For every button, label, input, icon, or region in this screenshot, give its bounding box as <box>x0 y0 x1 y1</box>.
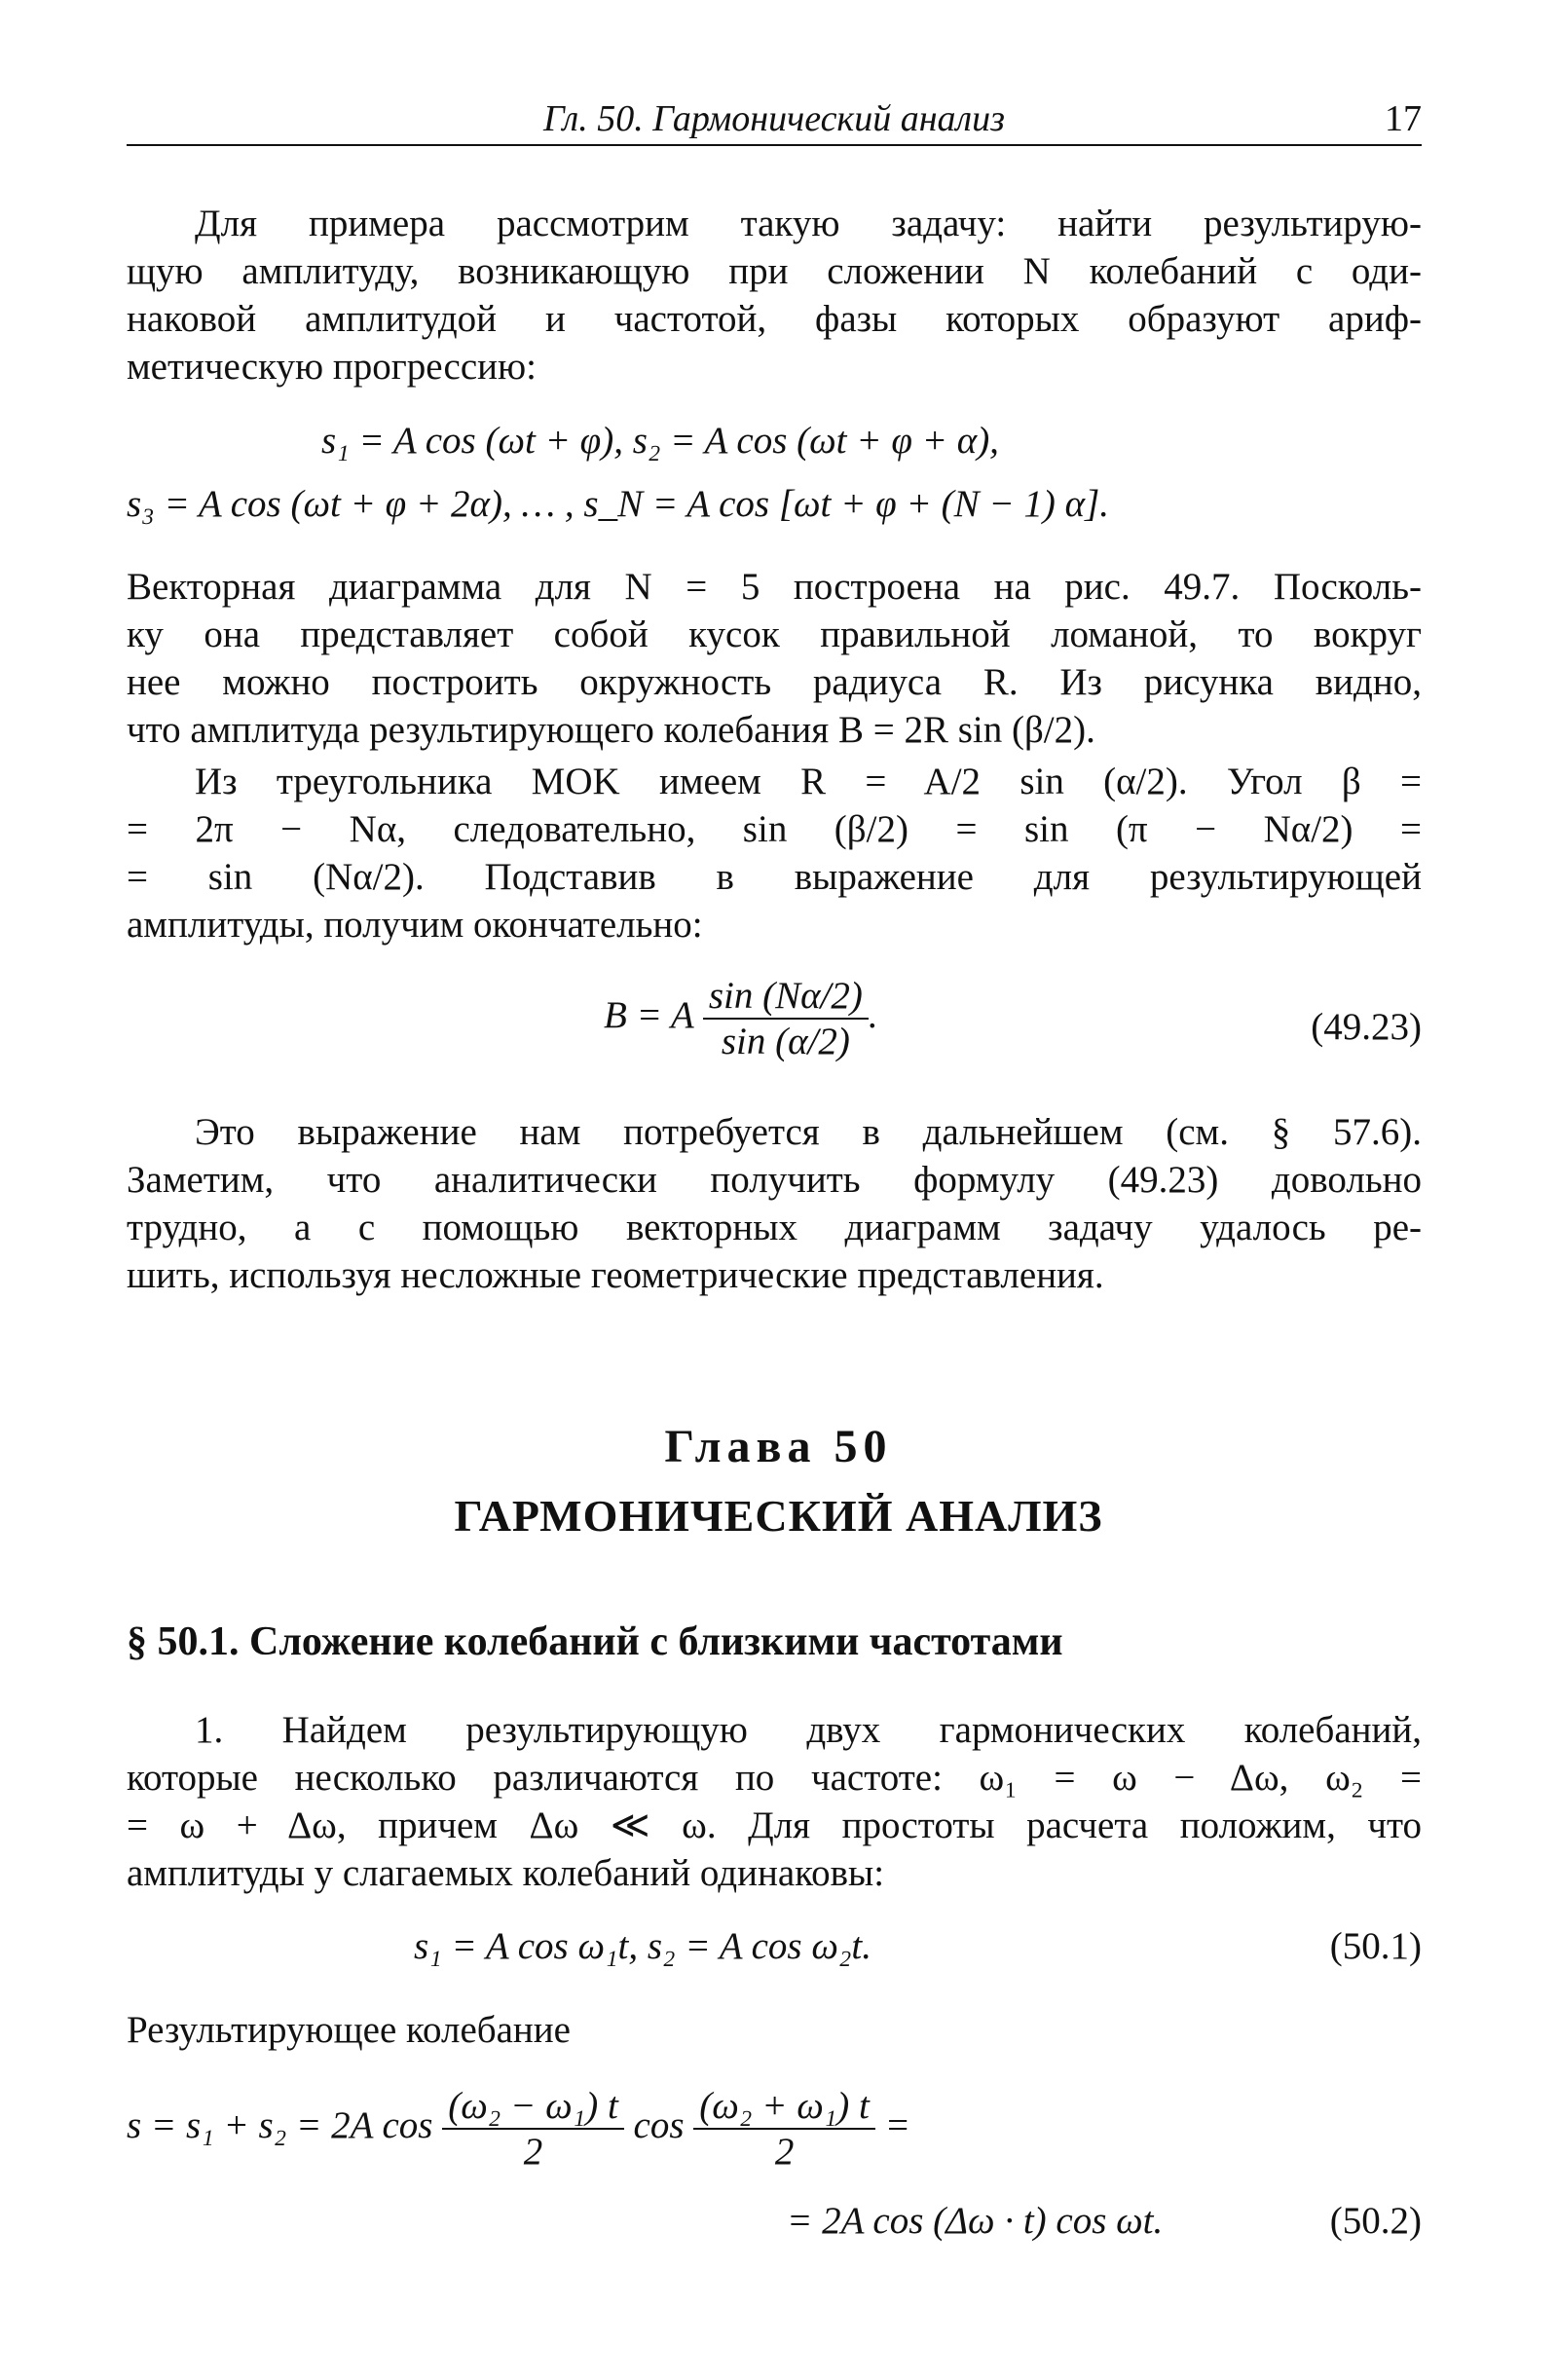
paragraph-remark <box>127 1108 1422 1299</box>
equation-tail: . <box>868 993 878 1036</box>
text-line: нее можно построить окружность радиуса R. Из рисунка видно, <box>127 661 1422 703</box>
page-number: 17 <box>1385 98 1422 139</box>
chapter-label: Глава 50 <box>664 1421 893 1472</box>
equation-series-line1: s₁ = A cos (ωt + φ), s₂ = A cos (ωt + φ + α), <box>321 420 999 462</box>
equation-number: (50.2) <box>1329 2200 1422 2242</box>
paragraph-triangle <box>127 758 1422 948</box>
text-line: Векторная диаграмма для N = 5 построена на рис. 49.7. Посколь- <box>127 566 1422 608</box>
fraction <box>703 974 869 1063</box>
text-line: Результирующее колебание <box>127 2009 571 2051</box>
equation-series-line2: s₃ = A cos (ωt + φ + 2α), … , s_N = A cos [ωt + φ + (N − 1) α]. <box>127 483 1110 525</box>
paragraph-intro <box>127 200 1422 390</box>
text-line: = sin (Nα/2). Подставив в выражение для результирующей <box>127 856 1422 898</box>
fraction <box>693 2084 875 2174</box>
text-line: трудно, а с помощью векторных диаграмм задачу удалось ре- <box>127 1207 1422 1248</box>
text-line: Это выражение нам потребуется в дальнейшем (см. § 57.6). <box>195 1111 1422 1153</box>
equation-number: (49.23) <box>1311 1006 1422 1048</box>
running-title: Гл. 50. Гармонический анализ <box>543 98 1005 139</box>
text-line: амплитуды у слагаемых колебаний одинаковы: <box>127 1852 885 1894</box>
text-line: = ω + Δω, причем Δω ≪ ω. Для простоты расчета положим, что <box>127 1804 1422 1846</box>
fraction-denominator: 2 <box>523 2131 543 2173</box>
text-line: = 2π − Nα, следовательно, sin (β/2) = sin (π − Nα/2) = <box>127 808 1422 850</box>
fraction-numerator: (ω₂ + ω₁) t <box>693 2084 875 2130</box>
equation-49-23 <box>604 974 878 1063</box>
text-line: Для примера рассмотрим такую задачу: найти результирую- <box>195 203 1422 244</box>
paragraph-beats <box>127 1706 1422 1897</box>
text-line: амплитуды, получим окончательно: <box>127 904 703 946</box>
text-line: которые несколько различаются по частоте: ω₁ = ω − Δω, ω₂ = <box>127 1757 1422 1799</box>
fraction-numerator: sin (Nα/2) <box>703 974 869 1020</box>
equation-lhs: B = A <box>604 993 694 1036</box>
chapter-title: ГАРМОНИЧЕСКИЙ АНАЛИЗ <box>454 1491 1103 1541</box>
fraction-numerator: (ω₂ − ω₁) t <box>442 2084 624 2130</box>
equation-number: (50.1) <box>1329 1925 1422 1967</box>
equation-50-2-line1 <box>127 2084 910 2174</box>
equation-cos: cos <box>633 2103 685 2146</box>
section-title: § 50.1. Сложение колебаний с близкими частотами <box>127 1619 1063 1664</box>
text-line: наковой амплитудой и частотой, фазы которых образуют ариф- <box>127 298 1422 340</box>
running-head <box>127 95 1422 146</box>
paragraph-vector-diagram <box>127 563 1422 754</box>
equation-50-2-line2: = 2A cos (Δω · t) cos ωt. <box>787 2200 1164 2242</box>
text-line: щую амплитуду, возникающую при сложении N колебаний с оди- <box>127 250 1422 292</box>
paragraph-result-label <box>127 2006 1422 2054</box>
text-line: шить, используя несложные геометрические представления. <box>127 1254 1104 1296</box>
equation-50-1: s₁ = A cos ω₁t, s₂ = A cos ω₂t. <box>414 1925 872 1967</box>
fraction-denominator: 2 <box>774 2131 795 2173</box>
equation-equals: = <box>884 2103 910 2146</box>
text-line: Из треугольника MOK имеем R = A/2 sin (α/2). Угол β = <box>195 761 1422 802</box>
text-line: метическую прогрессию: <box>127 346 538 388</box>
text-line: Заметим, что аналитически получить формулу (49.23) довольно <box>127 1159 1422 1201</box>
text-line: ку она представляет собой кусок правильной ломаной, то вокруг <box>127 614 1422 655</box>
text-line: 1. Найдем результирующую двух гармонических колебаний, <box>195 1709 1422 1751</box>
equation-lhs: s = s₁ + s₂ = 2A cos <box>127 2103 433 2146</box>
fraction <box>442 2084 624 2174</box>
fraction-denominator: sin (α/2) <box>721 1021 850 1062</box>
text-line: что амплитуда результирующего колебания B = 2R sin (β/2). <box>127 709 1095 751</box>
